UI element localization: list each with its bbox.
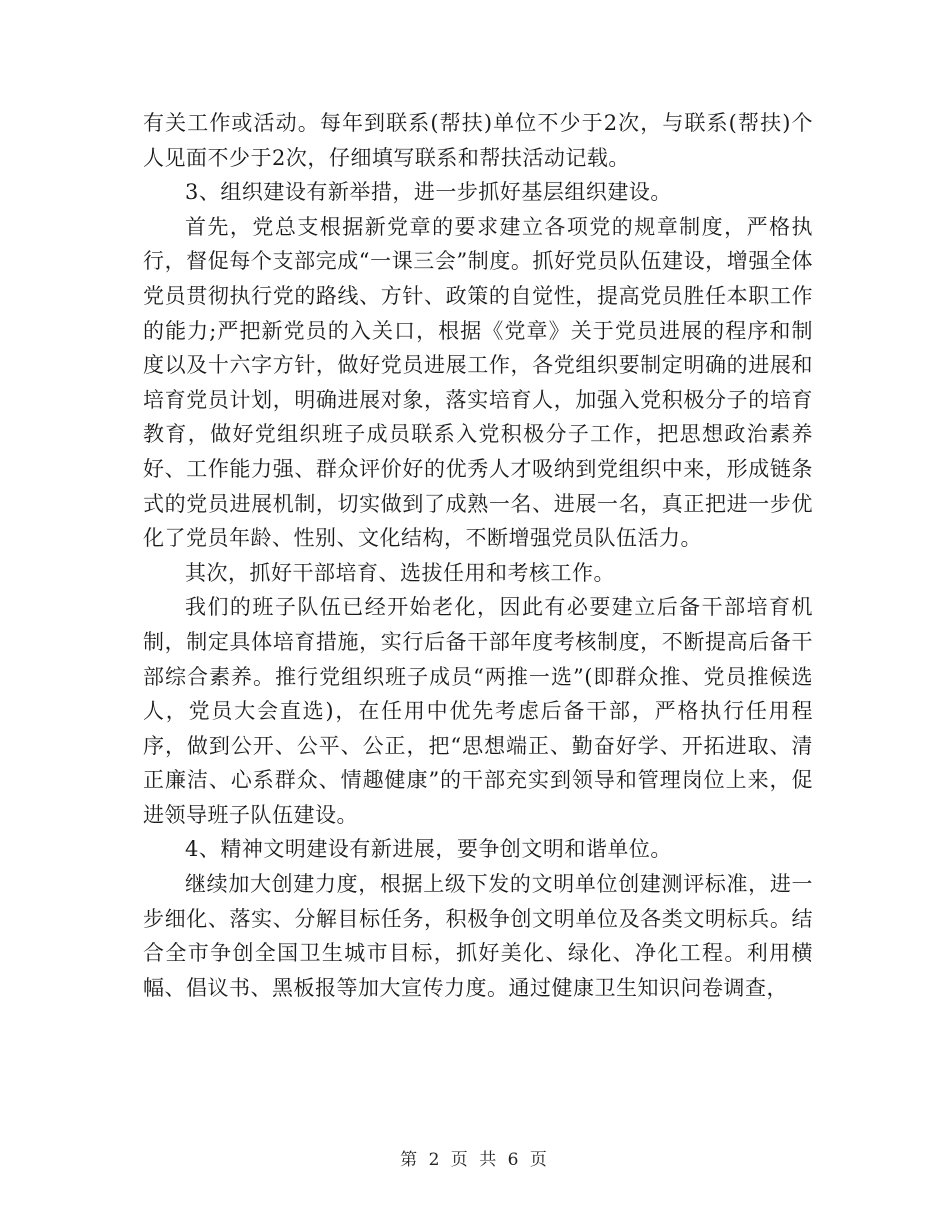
paragraph-continuation: 有关工作或活动。每年到联系(帮扶)单位不少于2次，与联系(帮扶)个人见面不少于2次，仔细填写联系和帮扶活动记载。	[143, 111, 813, 170]
subheading-cadre-training: 其次，抓好干部培育、选拔任用和考核工作。	[185, 560, 615, 585]
paragraph-cadre-training: 我们的班子队伍已经开始老化，因此有必要建立后备干部培育机制，制定具体培育措施，实行后备干部年度考核制度，不断提高后备干部综合素养。推行党组织班子成员“两推一选”(即群众推、党员推候选人，党员大会直选)，在任用中优先考虑后备干部，严格执行任用程序，做到公开、公平、公正，把“思想端正、勤奋好学、开拓进取、清正廉洁、心系群众、情趣健康”的干部充实到领导和管理岗位上来，促进领导班子队伍建设。	[143, 595, 813, 827]
section-heading-organization: 3、组织建设有新举措，进一步抓好基层组织建设。	[185, 180, 672, 205]
paragraph-civilization: 继续加大创建力度，根据上级下发的文明单位创建测评标准，进一步细化、落实、分解目标任务，积极争创文明单位及各类文明标兵。结合全市争创全国卫生城市目标，抓好美化、绿化、净化工程。利用横幅、倡议书、黑板报等加大宣传力度。通过健康卫生知识问卷调查，	[143, 872, 813, 1000]
section-heading-civilization: 4、精神文明建设有新进展，要争创文明和谐单位。	[185, 837, 672, 862]
paragraph-party-building: 首先，党总支根据新党章的要求建立各项党的规章制度，严格执行，督促每个支部完成“一课三会”制度。抓好党员队伍建设，增强全体党员贯彻执行党的路线、方针、政策的自觉性，提高党员胜任本职工作的能力;严把新党员的入关口，根据《党章》关于党员进展的程序和制度以及十六字方针，做好党员进展工作，各党组织要制定明确的进展和培育党员计划，明确进展对象，落实培育人，加强入党积极分子的培育教育，做好党组织班子成员联系入党积极分子工作，把思想政治素养好、工作能力强、群众评价好的优秀人才吸纳到党组织中来，形成链条式的党员进展机制，切实做到了成熟一名、进展一名，真正把进一步优化了党员年龄、性别、文化结构，不断增强党员队伍活力。	[143, 214, 813, 551]
page-number-footer: 第 2 页 共 6 页	[400, 1150, 550, 1170]
document-page	[143, 106, 813, 1005]
